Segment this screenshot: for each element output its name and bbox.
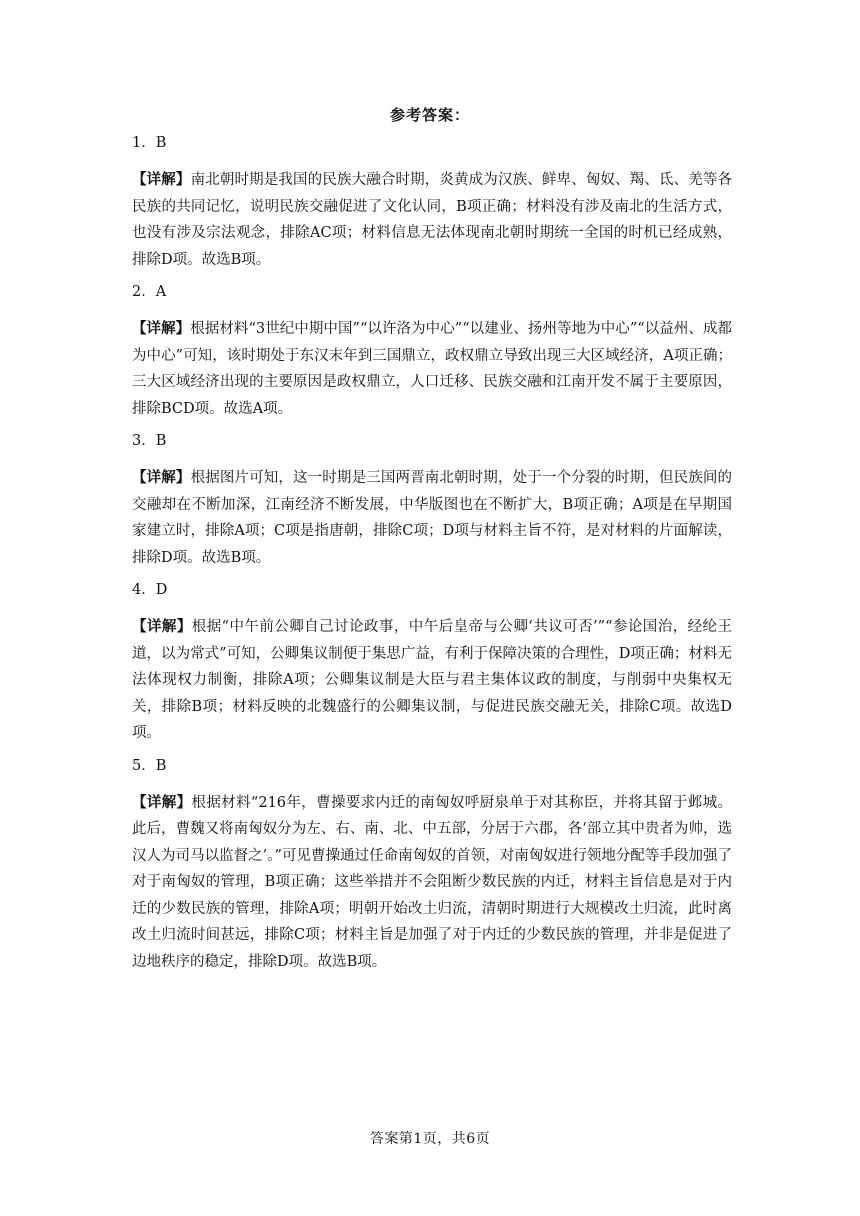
- answer-explanation: [132, 167, 732, 273]
- explanation-text: 根据材料“216年，曹操要求内迁的南匈奴呼厨泉单于对其称臣，并将其留于邺城。此后，曹魏又将南匈奴分为左、右、南、北、中五部，分居于六郡，各‘部立其中贵者为帅，选汉人为司马以监督之’。”可见曹操通过任命南匈奴的首领，对南匈奴进行领地分配等手段加强了对于南匈奴的管理，B项正确；这些举措并不会阻断少数民族的内迁，材料主旨信息是对于内迁的少数民族的管理，排除A项；明朝开始改土归流，清朝时期进行大规模改土归流，此时离改土归流时间甚远，排除C项；材料主旨是加强了对于内迁的少数民族的管理，并非是促进了边地秩序的稳定，排除D项。故选B项。: [132, 794, 732, 970]
- explanation-text: 根据图片可知，这一时期是三国两晋南北朝时期，处于一个分裂的时期，但民族间的交融却在不断加深，江南经济不断发展，中华版图也在不断扩大，B项正确；A项是在早期国家建立时，排除A项；C项是指唐朝，排除C项；D项与材料主旨不符，是对材料的片面解读，排除D项。故选B项。: [132, 470, 733, 566]
- answer-explanation: [132, 316, 732, 422]
- answer-explanation: [132, 790, 732, 976]
- answer-number: 3．B: [132, 433, 167, 449]
- page-title: 参考答案：: [389, 106, 470, 124]
- answer-item-5: [132, 757, 732, 976]
- answer-number: 2．A: [132, 284, 167, 300]
- detail-tag: 【详解】: [132, 793, 192, 811]
- explanation-text: 南北朝时期是我国的民族大融合时期，炎黄成为汉族、鲜卑、匈奴、羯、氐、羌等各民族的共同记忆，说明民族交融促进了文化认同，B项正确；材料没有涉及南北的生活方式，也没有涉及宗法观念，排除AC项；材料信息无法体现南北朝时期统一全国的时机已经成熟，排除D项。故选B项。: [132, 172, 733, 268]
- detail-tag: 【详解】: [132, 171, 191, 188]
- answer-number: 1．B: [132, 135, 167, 151]
- explanation-text: 根据材料“3世纪中期中国”“以许洛为中心”“以建业、扬州等地为中心”“以益州、成都为中心”可知，该时期处于东汉末年到三国鼎立，政权鼎立导致出现三大区域经济，A项正确；三大区域经济出现的主要原因是政权鼎立，人口迁移、民族交融和江南开发不属于主要原因，排除BCD项。故选A项。: [132, 321, 732, 417]
- page-footer: 答案第1页，共6页: [369, 1131, 491, 1147]
- answer-list: [132, 134, 732, 985]
- answer-item-4: [132, 581, 732, 747]
- detail-tag: 【详解】: [132, 618, 192, 635]
- answer-item-2: [132, 283, 732, 422]
- detail-tag: 【详解】: [132, 469, 191, 486]
- detail-tag: 【详解】: [132, 320, 191, 337]
- answer-explanation: [132, 614, 732, 747]
- answer-number: 5．B: [132, 757, 167, 774]
- answer-explanation: [132, 465, 732, 571]
- answer-number: 4．D: [132, 582, 168, 598]
- answer-item-3: [132, 432, 732, 571]
- explanation-text: 根据“中午前公卿自己讨论政事，中午后皇帝与公卿‘共议可否’”“参论国治，经纶王道，以为常式”可知，公卿集议制便于集思广益，有利于保障决策的合理性，D项正确；材料无法体现权力制衡，排除A项；公卿集议制是大臣与君主集体议政的制度，与削弱中央集权无关，排除B项；材料反映的北魏盛行的公卿集议制，与促进民族交融无关，排除C项。故选D项。: [132, 619, 732, 741]
- answer-item-1: [132, 134, 732, 273]
